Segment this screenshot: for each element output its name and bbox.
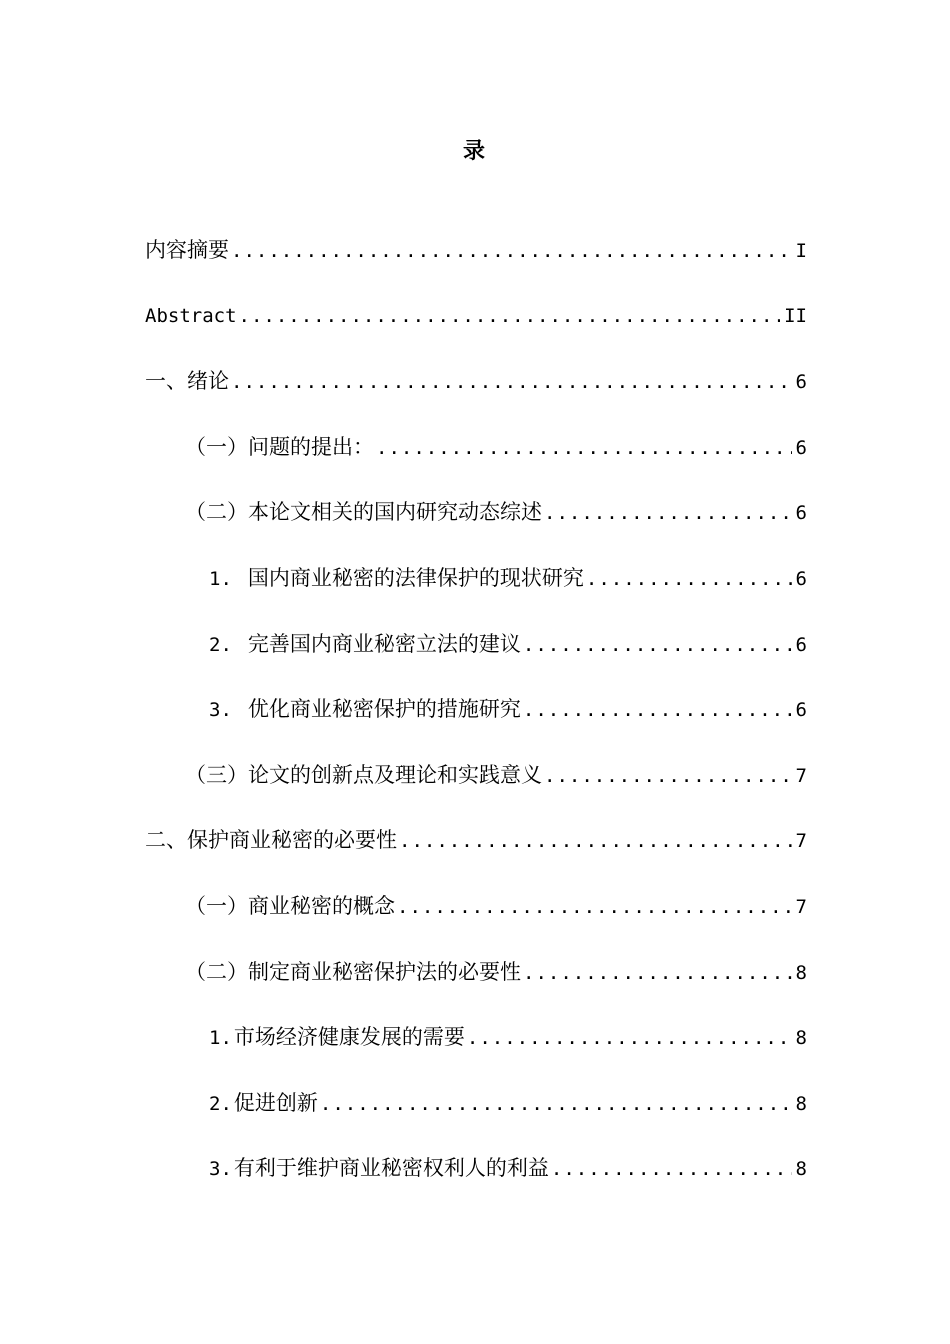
- toc-entry-subsection-2-2-2[interactable]: [145, 1071, 807, 1137]
- toc-entry-subsection-1-2-2[interactable]: [145, 612, 807, 678]
- toc-entry-text: 优化商业秘密保护的措施研究: [247, 697, 521, 722]
- toc-item-number: 2.: [209, 633, 232, 656]
- dot-leader: [551, 1137, 792, 1202]
- toc-page-number: 6: [795, 436, 807, 459]
- toc-entry-subsection-2-2-1[interactable]: [145, 1005, 807, 1071]
- toc-page-number: 6: [795, 699, 807, 722]
- toc-entry-text: 有利于维护商业秘密权利人的利益: [233, 1156, 549, 1181]
- toc-title: 录: [462, 139, 487, 164]
- dot-leader: [586, 547, 792, 612]
- toc-page-number: 8: [795, 961, 807, 984]
- toc-entry-text: （三）论文的创新点及理论和实践意义: [185, 762, 542, 787]
- toc-item-number: 1.: [209, 567, 232, 590]
- toc-page-number: 7: [795, 764, 807, 787]
- dot-leader: [397, 875, 792, 940]
- toc-entry-text: 促进创新: [233, 1090, 318, 1115]
- toc-page-number: 6: [795, 633, 807, 656]
- dot-leader: [523, 613, 792, 678]
- toc-item-number: 3.: [209, 699, 232, 722]
- toc-entry-subsection-1-2-1[interactable]: [145, 546, 807, 612]
- toc-entry-text: 市场经济健康发展的需要: [233, 1025, 465, 1050]
- toc-item-number: 2.: [209, 1092, 232, 1115]
- toc-entry-text: 完善国内商业秘密立法的建议: [247, 631, 521, 656]
- toc-page-number: 8: [795, 1092, 807, 1115]
- dot-leader: [544, 481, 792, 546]
- toc-entry-subsection-2-2-3[interactable]: [145, 1136, 807, 1202]
- dot-leader: [376, 416, 792, 481]
- toc-page-number: 8: [795, 1027, 807, 1050]
- toc-entry-section-1-2[interactable]: [145, 480, 807, 546]
- toc-entry-text: （一）问题的提出：: [185, 434, 374, 459]
- table-of-contents: [145, 218, 807, 1202]
- toc-item-number: 1.: [209, 1027, 232, 1050]
- toc-entry-section-2-2[interactable]: [145, 940, 807, 1006]
- dot-leader: [239, 284, 781, 350]
- toc-entry-text: 国内商业秘密的法律保护的现状研究: [247, 565, 584, 590]
- toc-entry-chapter-1[interactable]: [145, 349, 807, 415]
- toc-entry-text: 一、绪论: [145, 369, 229, 394]
- dot-leader: [523, 678, 792, 743]
- toc-entry-abstract-cn[interactable]: [145, 218, 807, 284]
- toc-entry-abstract-en[interactable]: [145, 284, 807, 350]
- dot-leader: [467, 1006, 792, 1071]
- toc-entry-text: （二）制定商业秘密保护法的必要性: [185, 959, 521, 984]
- dot-leader: [231, 350, 792, 415]
- toc-page-number: I: [795, 240, 807, 262]
- toc-entry-text: 内容摘要: [145, 238, 229, 262]
- toc-page-number: 6: [795, 371, 807, 394]
- dot-leader: [399, 809, 792, 874]
- toc-entry-text: （二）本论文相关的国内研究动态综述: [185, 500, 542, 525]
- dot-leader: [320, 1072, 792, 1137]
- toc-entry-text: Abstract: [145, 304, 237, 327]
- toc-page-number: 6: [795, 502, 807, 525]
- toc-page-number: II: [784, 304, 807, 327]
- toc-entry-section-2-1[interactable]: [145, 874, 807, 940]
- toc-entry-text: （一）商业秘密的概念: [185, 893, 395, 918]
- toc-page-number: 6: [795, 567, 807, 590]
- toc-entry-section-1-1[interactable]: [145, 415, 807, 481]
- dot-leader: [544, 744, 792, 809]
- toc-entry-subsection-1-2-3[interactable]: [145, 677, 807, 743]
- toc-item-number: 3.: [209, 1158, 232, 1181]
- dot-leader: [231, 219, 792, 284]
- toc-page-number: 8: [795, 1158, 807, 1181]
- toc-entry-chapter-2[interactable]: [145, 808, 807, 874]
- toc-page-number: 7: [795, 830, 807, 853]
- toc-page-number: 7: [795, 895, 807, 918]
- dot-leader: [523, 941, 792, 1006]
- toc-entry-text: 二、保护商业秘密的必要性: [145, 828, 397, 853]
- toc-entry-section-1-3[interactable]: [145, 743, 807, 809]
